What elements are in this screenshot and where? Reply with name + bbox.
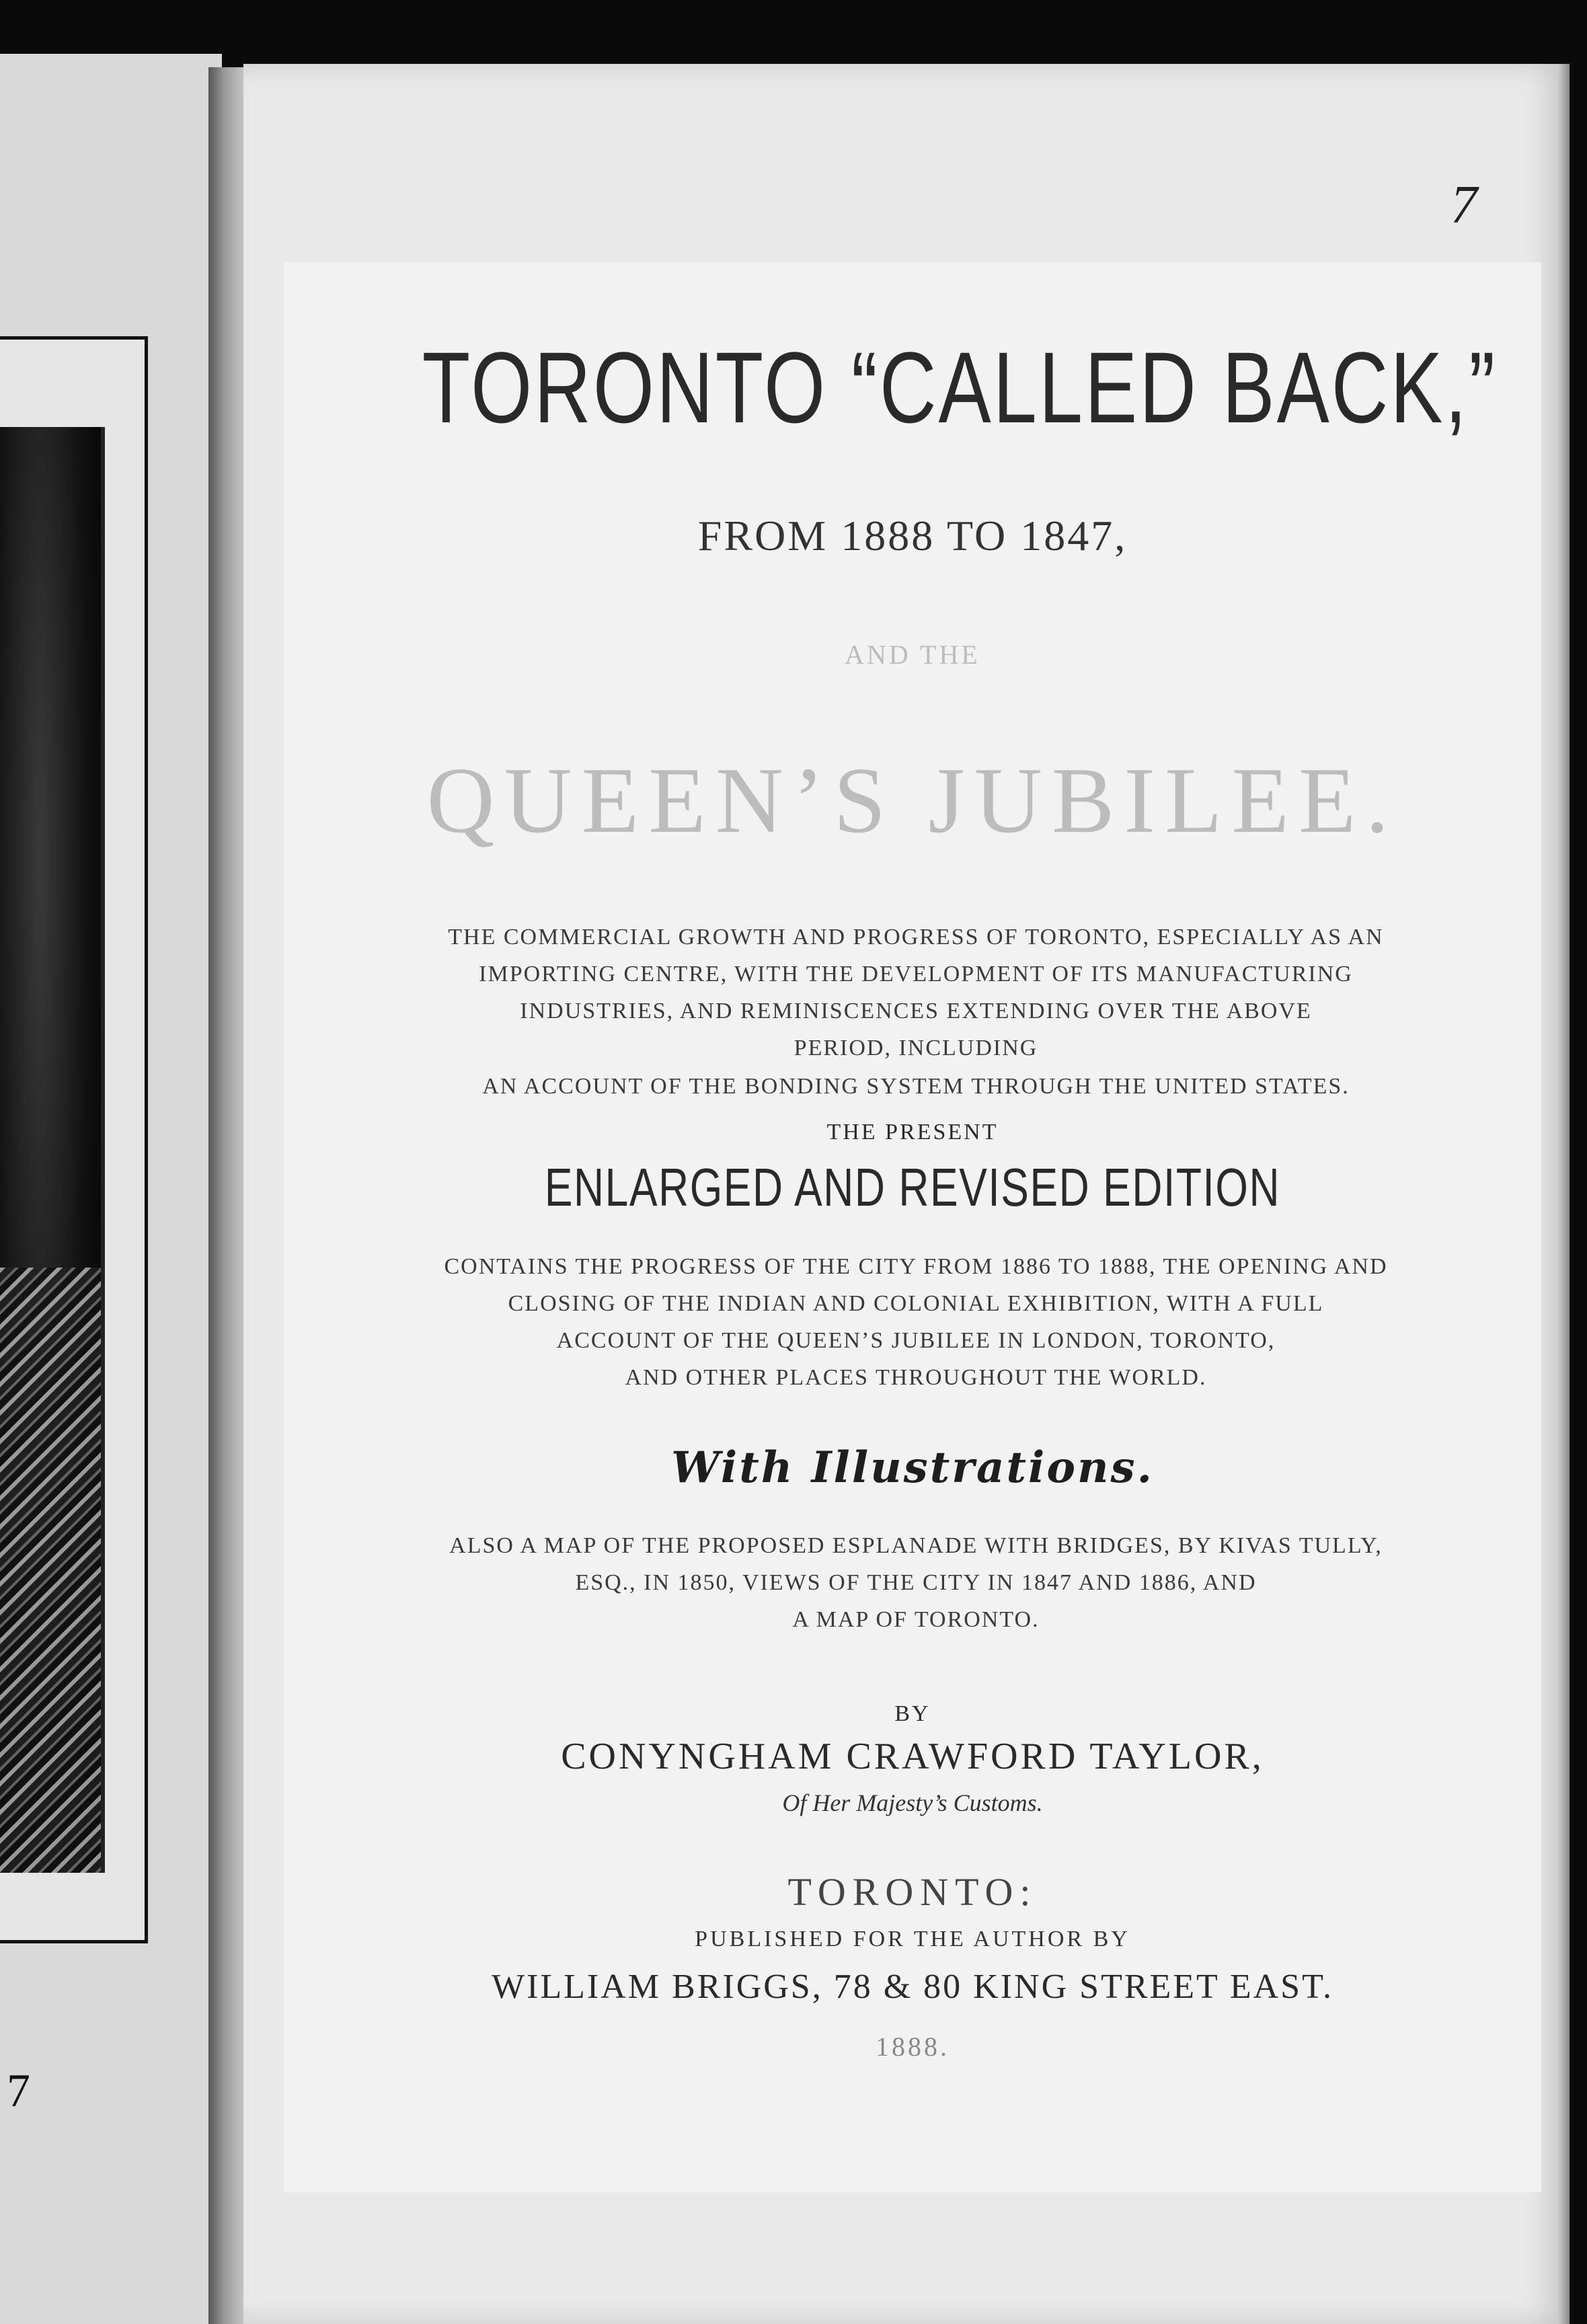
- title-page-paper: [284, 262, 1541, 2192]
- margin-mark: 7: [7, 2065, 30, 2117]
- illustrations-heading: With Illustrations.: [671, 1442, 1154, 1493]
- imprint-city: TORONTO:: [787, 1870, 1038, 1914]
- book-title: TORONTO “CALLED BACK,”: [422, 331, 1498, 444]
- edition-description-line-2: CLOSING OF THE INDIAN AND COLONIAL EXHIBITION, WITH A FULL: [508, 1291, 1324, 1316]
- page-number: 7: [1450, 176, 1477, 235]
- title-page: [243, 64, 1570, 2324]
- publisher-line: PUBLISHED FOR THE AUTHOR BY: [695, 1927, 1130, 1951]
- author-office: Of Her Majesty’s Customs.: [782, 1789, 1043, 1816]
- plates-line-1: ALSO A MAP OF THE PROPOSED ESPLANADE WITH BRIDGES, BY KIVAS TULLY,: [449, 1533, 1383, 1558]
- page-edge: [1557, 64, 1570, 2324]
- frontispiece-portrait: [0, 427, 105, 1873]
- description-line-4: PERIOD, INCLUDING: [794, 1036, 1038, 1060]
- portrait-lace-detail: [0, 1268, 101, 1873]
- edition-description-line-4: AND OTHER PLACES THROUGHOUT THE WORLD.: [625, 1365, 1207, 1390]
- present-label: THE PRESENT: [826, 1120, 999, 1145]
- edition-description-line-3: ACCOUNT OF THE QUEEN’S JUBILEE IN LONDON, TORONTO,: [556, 1328, 1276, 1353]
- edition-description-line-1: CONTAINS THE PROGRESS OF THE CITY FROM 1886 TO 1888, THE OPENING AND: [444, 1254, 1388, 1279]
- description-line-1: THE COMMERCIAL GROWTH AND PROGRESS OF TORONTO, ESPECIALLY AS AN: [448, 925, 1384, 950]
- edition-heading: ENLARGED AND REVISED EDITION: [544, 1157, 1281, 1217]
- connector-text: AND THE: [845, 640, 980, 670]
- plates-line-2: ESQ., IN 1850, VIEWS OF THE CITY IN 1847 AND 1886, AND: [575, 1570, 1257, 1595]
- by-label: BY: [894, 1701, 931, 1726]
- plates-line-3: A MAP OF TORONTO.: [792, 1607, 1040, 1632]
- description-line-2: IMPORTING CENTRE, WITH THE DEVELOPMENT OF ITS MANUFACTURING: [479, 962, 1353, 986]
- jubilee-heading: QUEEN’S JUBILEE.: [426, 748, 1399, 853]
- author-name: CONYNGHAM CRAWFORD TAYLOR,: [561, 1736, 1264, 1777]
- facing-page: [0, 54, 222, 2324]
- description-line-3: INDUSTRIES, AND REMINISCENCES EXTENDING OVER THE ABOVE: [520, 999, 1312, 1023]
- frontispiece-frame: [0, 336, 148, 1943]
- publication-year: 1888.: [876, 2031, 950, 2062]
- description-line-5: AN ACCOUNT OF THE BONDING SYSTEM THROUGH THE UNITED STATES.: [482, 1074, 1350, 1099]
- date-range: FROM 1888 TO 1847,: [697, 512, 1128, 559]
- book-spine: [208, 67, 249, 2324]
- publisher-address: WILLIAM BRIGGS, 78 & 80 KING STREET EAST.: [491, 1968, 1334, 2006]
